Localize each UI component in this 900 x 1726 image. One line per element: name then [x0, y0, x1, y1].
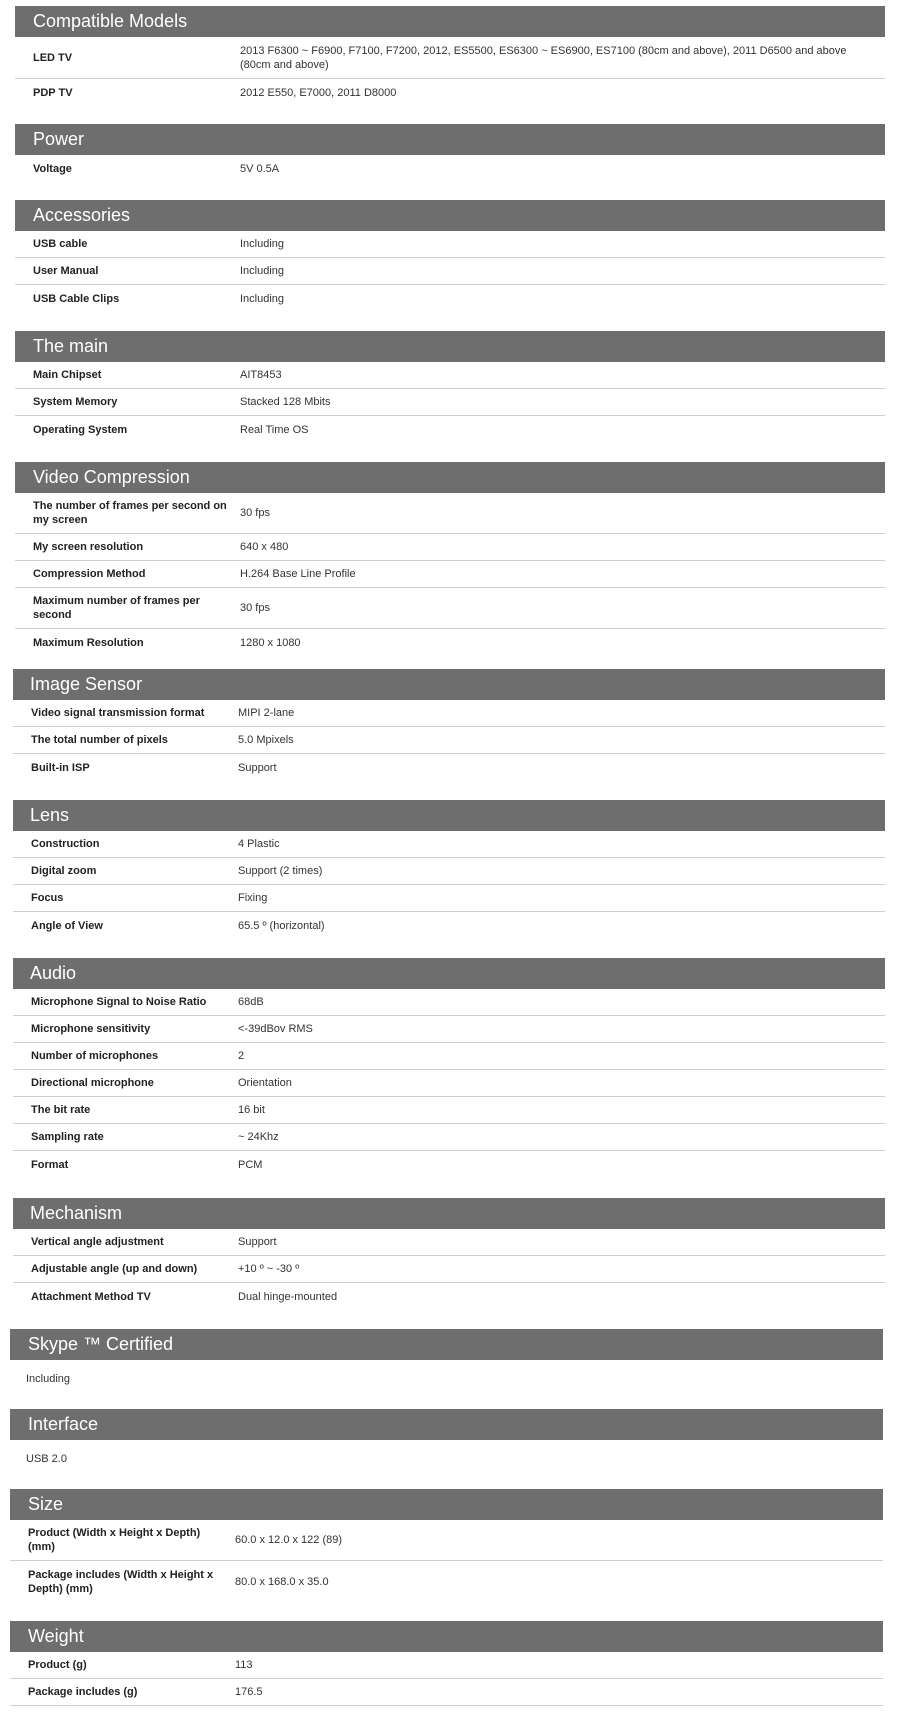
spec-label: Format [31, 1158, 69, 1171]
section-header: Audio [13, 958, 885, 989]
spec-label: Microphone sensitivity [31, 1023, 151, 1035]
section-header: Compatible Models [15, 6, 885, 37]
spec-value: 5V 0.5A [240, 162, 280, 175]
spec-value: 2012 E550, E7000, 2011 D8000 [240, 86, 397, 99]
spec-label: Directional microphone [31, 1077, 154, 1089]
spec-label: USB cable [33, 238, 88, 250]
section-header: Lens [13, 800, 885, 831]
section-header: Accessories [15, 200, 885, 231]
section-header: Interface [10, 1409, 883, 1440]
spec-label: Focus [31, 892, 64, 904]
section-skype-certified [10, 1329, 883, 1397]
spec-value: <-39dBov RMS [238, 1023, 313, 1035]
spec-label: Package includes (g) [28, 1686, 138, 1698]
spec-label: PDP TV [33, 86, 73, 99]
spec-value: Real Time OS [240, 423, 309, 436]
spec-row [15, 37, 885, 79]
section-audio [13, 958, 885, 1178]
spec-value: PCM [238, 1158, 263, 1171]
spec-label: Angle of View [31, 919, 103, 932]
spec-row [15, 231, 885, 258]
spec-row [13, 1097, 885, 1124]
spec-label: The total number of pixels [31, 734, 168, 746]
spec-label: Vertical angle adjustment [31, 1236, 164, 1248]
spec-value: Including [240, 238, 285, 250]
spec-label: Digital zoom [31, 865, 97, 877]
spec-row [10, 1561, 883, 1602]
section-compatible-models [15, 6, 885, 106]
spec-label: Maximum Resolution [33, 636, 144, 649]
spec-value: ~ 24Khz [238, 1131, 279, 1143]
spec-label: System Memory [33, 396, 118, 408]
spec-label: Number of microphones [31, 1050, 159, 1062]
spec-value: USB 2.0 [26, 1452, 67, 1465]
spec-value: Orientation [238, 1077, 292, 1089]
spec-value: MIPI 2-lane [238, 707, 295, 719]
spec-row [15, 155, 885, 182]
spec-value: Dual hinge-mounted [238, 1290, 338, 1303]
spec-row [15, 258, 885, 285]
spec-row [15, 362, 885, 389]
spec-value: 68dB [238, 996, 264, 1008]
spec-label: The number of frames per second on my screen [33, 500, 227, 526]
spec-value: 30 fps [240, 507, 270, 519]
section-header: Size [10, 1489, 883, 1520]
spec-row [13, 1016, 885, 1043]
spec-value: 640 x 480 [240, 541, 289, 553]
section-mechanism [13, 1198, 885, 1310]
section-power [15, 124, 885, 182]
section-accessories [15, 200, 885, 312]
spec-value: Including [240, 292, 285, 305]
spec-row [13, 831, 885, 858]
section-lens [13, 800, 885, 939]
spec-value: 2 [238, 1050, 245, 1062]
section-header: Skype ™ Certified [10, 1329, 883, 1360]
spec-value: 2013 F6300 ~ F6900, F7100, F7200, 2012, ES5500, ES6300 ~ ES6900, ES7100 (80cm and above), 2011 D6500 and above (80cm and above) [240, 44, 847, 71]
spec-row [15, 389, 885, 416]
spec-value: Support (2 times) [238, 865, 323, 877]
spec-label: Package includes (Width x Height x Depth) (mm) [28, 1568, 214, 1595]
spec-value: +10 º ~ -30 º [238, 1263, 300, 1275]
section-interface [10, 1409, 883, 1477]
spec-value: Stacked 128 Mbits [240, 396, 331, 408]
spec-value: Support [238, 1236, 277, 1248]
section-header: Weight [10, 1621, 883, 1652]
spec-row [13, 1043, 885, 1070]
spec-row [15, 416, 885, 443]
section-weight [10, 1621, 883, 1706]
spec-row [13, 989, 885, 1016]
spec-value: Including [240, 265, 285, 277]
section-header: Mechanism [13, 1198, 885, 1229]
section-video-compression [15, 462, 885, 656]
spec-label: Compression Method [33, 568, 146, 580]
spec-row [15, 79, 885, 106]
spec-row [10, 1520, 883, 1561]
section-header: The main [15, 331, 885, 362]
spec-row [15, 493, 885, 534]
spec-value: Fixing [238, 892, 268, 904]
spec-row [10, 1679, 883, 1706]
spec-value: 16 bit [238, 1104, 265, 1116]
spec-row [13, 1283, 885, 1310]
spec-row [13, 858, 885, 885]
spec-label: Main Chipset [33, 369, 102, 381]
spec-value: 176.5 [235, 1686, 263, 1698]
spec-label: USB Cable Clips [33, 292, 120, 305]
spec-row [15, 629, 885, 656]
spec-row [13, 754, 885, 781]
spec-label: Operating System [33, 423, 128, 436]
spec-label: Microphone Signal to Noise Ratio [31, 996, 207, 1008]
section-image-sensor [13, 669, 885, 781]
spec-label: Attachment Method TV [31, 1290, 151, 1303]
spec-value: 4 Plastic [238, 838, 280, 850]
spec-value: 113 [235, 1659, 253, 1671]
spec-row [13, 1124, 885, 1151]
spec-row [15, 588, 885, 629]
spec-row [13, 1229, 885, 1256]
spec-label: Built-in ISP [31, 761, 90, 774]
spec-value: AIT8453 [240, 369, 282, 381]
spec-row [13, 885, 885, 912]
spec-value: 5.0 Mpixels [238, 734, 294, 746]
spec-row [13, 1151, 885, 1178]
spec-value: H.264 Base Line Profile [240, 568, 356, 580]
spec-row [15, 534, 885, 561]
spec-label: Adjustable angle (up and down) [31, 1263, 198, 1275]
spec-label: Product (g) [28, 1659, 87, 1671]
spec-row [13, 700, 885, 727]
spec-label: Voltage [33, 162, 72, 175]
spec-value: 80.0 x 168.0 x 35.0 [235, 1575, 329, 1588]
spec-row [15, 285, 885, 312]
spec-label: Product (Width x Height x Depth) (mm) [28, 1527, 201, 1553]
spec-label: The bit rate [31, 1104, 91, 1116]
section-the-main [15, 331, 885, 443]
spec-value: 65.5 º (horizontal) [238, 919, 325, 932]
section-header: Video Compression [15, 462, 885, 493]
spec-value: Including [26, 1372, 71, 1385]
spec-label: Sampling rate [31, 1131, 104, 1143]
spec-label: LED TV [33, 51, 73, 64]
spec-label: Maximum number of frames per second [33, 595, 200, 621]
spec-row [13, 912, 885, 939]
spec-value: 60.0 x 12.0 x 122 (89) [235, 1534, 343, 1546]
spec-row [13, 1070, 885, 1097]
spec-label: Construction [31, 838, 100, 850]
spec-row [10, 1652, 883, 1679]
spec-label: My screen resolution [33, 541, 144, 553]
spec-value: 30 fps [240, 602, 270, 614]
spec-value: 1280 x 1080 [240, 636, 301, 649]
spec-label: Video signal transmission format [31, 707, 205, 719]
spec-row [13, 1256, 885, 1283]
section-size [10, 1489, 883, 1602]
spec-row [15, 561, 885, 588]
spec-row [13, 727, 885, 754]
section-header: Image Sensor [13, 669, 885, 700]
spec-value: Support [238, 761, 277, 774]
spec-label: User Manual [33, 265, 99, 277]
section-header: Power [15, 124, 885, 155]
